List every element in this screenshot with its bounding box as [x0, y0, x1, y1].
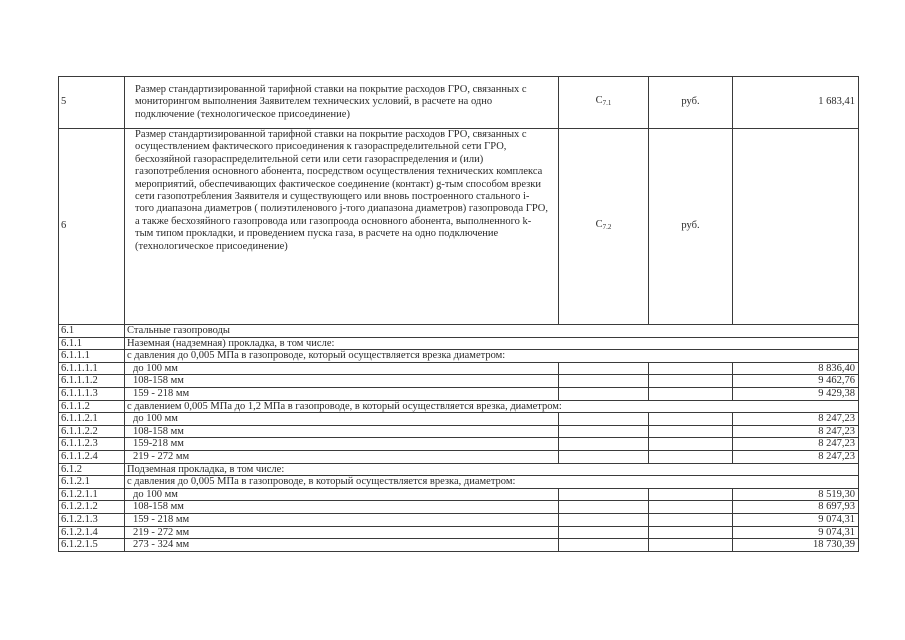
table-row — [59, 501, 859, 514]
row-number: 6.1.2.1.4 — [59, 526, 125, 539]
unit-cell — [649, 413, 733, 426]
row-number: 6.1.1.1 — [59, 350, 125, 363]
row-number: 6.1.2.1.3 — [59, 513, 125, 526]
symbol-cell — [559, 362, 649, 375]
section-heading-row — [59, 337, 859, 350]
diameter-range: 108-158 мм — [125, 425, 559, 438]
symbol-main: С — [595, 219, 603, 231]
row-number: 6.1.1.2.2 — [59, 425, 125, 438]
row-description: Размер стандартизированной тарифной ставки на покрытие расходов ГРО, связанных с мониторингом выполнения Заявителем технических условий, в расчете на одно подключение (технологическое присоединение) — [125, 77, 559, 129]
symbol-cell — [559, 425, 649, 438]
tariff-value: 9 074,31 — [733, 526, 859, 539]
tariff-value: 8 247,23 — [733, 438, 859, 451]
table-row — [59, 526, 859, 539]
row-number: 6.1.1.2.1 — [59, 413, 125, 426]
diameter-range: 159 - 218 мм — [125, 387, 559, 400]
section-heading-row — [59, 325, 859, 338]
section-heading: Наземная (надземная) прокладка, в том числе: — [125, 337, 859, 350]
diameter-range: до 100 мм — [125, 413, 559, 426]
section-heading-row — [59, 350, 859, 363]
table-row — [59, 387, 859, 400]
symbol-cell — [559, 539, 649, 552]
row-number: 6 — [59, 129, 125, 325]
unit-cell — [649, 513, 733, 526]
symbol-subscript: 7.2 — [602, 223, 612, 232]
symbol-subscript: 7.1 — [602, 99, 612, 108]
section-heading-row — [59, 476, 859, 489]
table-row — [59, 513, 859, 526]
tariff-value: 18 730,39 — [733, 539, 859, 552]
symbol-cell — [559, 438, 649, 451]
row-number: 5 — [59, 77, 125, 129]
symbol-cell — [559, 501, 649, 514]
table-row — [59, 425, 859, 438]
unit-cell — [649, 501, 733, 514]
symbol-cell — [559, 413, 649, 426]
row-number: 6.1.1.2 — [59, 400, 125, 413]
symbol-cell — [559, 526, 649, 539]
unit-cell — [649, 425, 733, 438]
tariff-value: 8 247,23 — [733, 413, 859, 426]
tariff-value: 8 836,40 — [733, 362, 859, 375]
table-row — [59, 438, 859, 451]
row-number: 6.1.2.1 — [59, 476, 125, 489]
symbol-cell — [559, 488, 649, 501]
row-number: 6.1.1.1.1 — [59, 362, 125, 375]
symbol-cell — [559, 375, 649, 388]
row-symbol — [559, 77, 649, 129]
symbol-main: С — [595, 95, 603, 107]
tariff-value: 8 519,30 — [733, 488, 859, 501]
table-row — [59, 375, 859, 388]
row-number: 6.1.1.2.3 — [59, 438, 125, 451]
section-heading: Подземная прокладка, в том числе: — [125, 463, 859, 476]
row-symbol — [559, 129, 649, 325]
row-number: 6.1.2.1.5 — [59, 539, 125, 552]
table-row — [59, 77, 859, 129]
table-row — [59, 450, 859, 463]
table-row — [59, 539, 859, 552]
diameter-range: до 100 мм — [125, 362, 559, 375]
tariff-value: 8 247,23 — [733, 450, 859, 463]
diameter-range: 159-218 мм — [125, 438, 559, 451]
unit-cell — [649, 488, 733, 501]
unit-cell — [649, 362, 733, 375]
diameter-range: 108-158 мм — [125, 375, 559, 388]
diameter-range: 108-158 мм — [125, 501, 559, 514]
row-number: 6.1 — [59, 325, 125, 338]
row-number: 6.1.1.2.4 — [59, 450, 125, 463]
unit-cell — [649, 387, 733, 400]
unit-cell — [649, 526, 733, 539]
section-heading: с давления до 0,005 МПа в газопроводе, в который осуществляется врезка, диаметром: — [125, 476, 859, 489]
symbol-cell — [559, 387, 649, 400]
unit-cell — [649, 450, 733, 463]
row-number: 6.1.2.1.2 — [59, 501, 125, 514]
row-unit: руб. — [649, 129, 733, 325]
section-heading: с давления до 0,005 МПа в газопроводе, который осуществляется врезка диаметром: — [125, 350, 859, 363]
tariff-value: 9 462,76 — [733, 375, 859, 388]
diameter-range: 219 - 272 мм — [125, 526, 559, 539]
tariff-value: 8 247,23 — [733, 425, 859, 438]
table-row — [59, 362, 859, 375]
row-number: 6.1.1 — [59, 337, 125, 350]
section-heading-row — [59, 463, 859, 476]
diameter-range: до 100 мм — [125, 488, 559, 501]
row-number: 6.1.1.1.2 — [59, 375, 125, 388]
row-value — [733, 129, 859, 325]
symbol-cell — [559, 513, 649, 526]
symbol-cell — [559, 450, 649, 463]
row-number: 6.1.2.1.1 — [59, 488, 125, 501]
unit-cell — [649, 375, 733, 388]
row-unit: руб. — [649, 77, 733, 129]
tariff-table — [58, 76, 859, 552]
diameter-range: 159 - 218 мм — [125, 513, 559, 526]
tariff-value: 8 697,93 — [733, 501, 859, 514]
row-description: Размер стандартизированной тарифной ставки на покрытие расходов ГРО, связанных с осуществлением фактического присоединения к газораспределительной сети ГРО, бесхозяйной газораспределительной сети или сети газораспределения и (или) газопотребления основного абонента, посредством осуществления технических комплекса мероприятий, обеспечивающих фактическое соединение (контакт) g-тым способом врезки сети газопотребления Заявителя и существующего или вновь построенного стального i-того диапазона диаметров ( полиэтиленового j-того диапазона диаметров) газопровода ГРО, а также бесхозяйного газопровода или газопроода основного абонента, выполненного k-тым типом прокладки, и проведением пуска газа, в расчете на одно подключение (технологическое присоединение) — [125, 129, 559, 325]
unit-cell — [649, 539, 733, 552]
table-row — [59, 488, 859, 501]
section-heading: Стальные газопроводы — [125, 325, 859, 338]
unit-cell — [649, 438, 733, 451]
diameter-range: 219 - 272 мм — [125, 450, 559, 463]
row-number: 6.1.1.1.3 — [59, 387, 125, 400]
row-number: 6.1.2 — [59, 463, 125, 476]
tariff-value: 9 074,31 — [733, 513, 859, 526]
tariff-table-body — [59, 77, 859, 552]
row-value: 1 683,41 — [733, 77, 859, 129]
section-heading-row — [59, 400, 859, 413]
table-row — [59, 413, 859, 426]
diameter-range: 273 - 324 мм — [125, 539, 559, 552]
section-heading: с давлением 0,005 МПа до 1,2 МПа в газопроводе, в который осуществляется врезка, диаметром: — [125, 400, 859, 413]
tariff-value: 9 429,38 — [733, 387, 859, 400]
table-row — [59, 129, 859, 325]
